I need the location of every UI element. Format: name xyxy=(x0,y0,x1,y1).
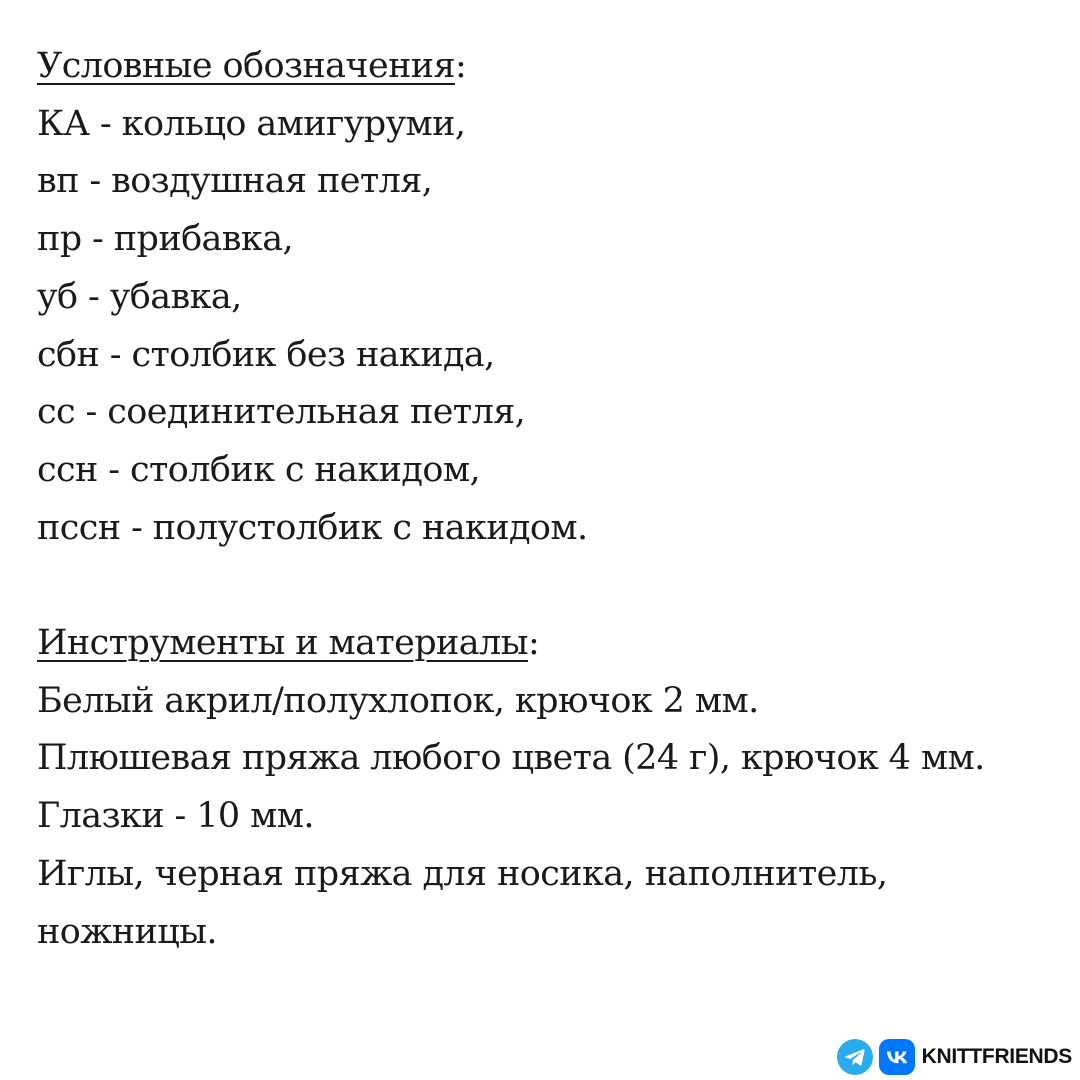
brand-watermark xyxy=(836,1038,1072,1076)
document-body xyxy=(37,38,1060,961)
legend-item: сбн - столбик без накида, xyxy=(37,334,495,375)
legend-item: пр - прибавка, xyxy=(37,219,293,260)
materials-heading xyxy=(37,615,1060,673)
brand-name: KNITTFRIENDS xyxy=(921,1045,1072,1068)
telegram-icon xyxy=(836,1038,874,1076)
materials-item: Глазки - 10 мм. xyxy=(37,796,314,837)
legend-item: ссн - столбик с накидом, xyxy=(37,449,480,490)
materials-heading-text: Инструменты и материалы xyxy=(37,623,528,664)
section-spacer xyxy=(37,557,1060,615)
materials-item: Иглы, черная пряжа для носика, наполнитель, xyxy=(37,853,888,894)
legend-item: вп - воздушная петля, xyxy=(37,161,433,202)
legend-heading-colon: : xyxy=(455,46,467,86)
materials-heading-colon: : xyxy=(527,623,540,664)
legend-item: пссн - полустолбик с накидом. xyxy=(37,507,588,548)
materials-item: Плюшевая пряжа любого цвета (24 г), крючок 4 мм. xyxy=(37,738,985,779)
materials-item: Белый акрил/полухлопок, крючок 2 мм. xyxy=(37,680,759,721)
materials-item: ножницы. xyxy=(37,911,217,952)
vk-icon xyxy=(878,1038,916,1076)
legend-item: уб - убавка, xyxy=(37,276,242,317)
legend-heading-text: Условные обозначения xyxy=(37,46,456,86)
legend-item: сс - соединительная петля, xyxy=(37,392,526,433)
legend-heading xyxy=(37,38,1060,96)
legend-item: КА - кольцо амигуруми, xyxy=(37,103,466,144)
